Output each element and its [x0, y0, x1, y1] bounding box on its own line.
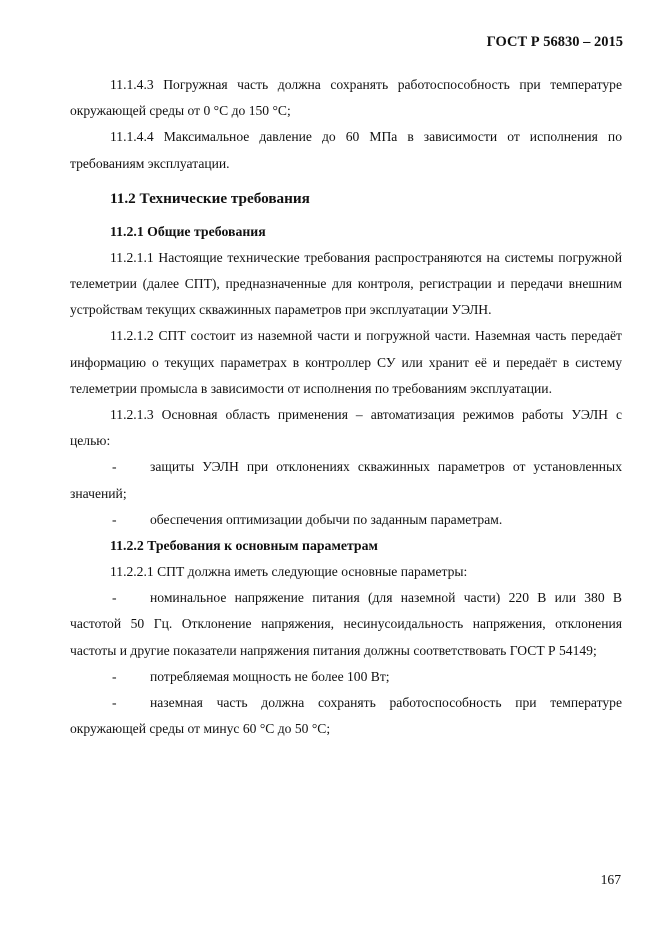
list-item-text: наземная часть должна сохранять работоспособность при температуре окружающей среды от минус 60 °С до 50 °С; — [70, 695, 622, 737]
paragraph-11-1-4-3: 11.1.4.3 Погружная часть должна сохранять работоспособность при температуре окружающей среды от 0 °С до 150 °С; — [70, 77, 622, 119]
list-item — [70, 585, 622, 664]
list-item-text: потребляемая мощность не более 100 Вт; — [150, 668, 390, 684]
paragraph-11-2-1-2: 11.2.1.2 СПТ состоит из наземной части и погружной части. Наземная часть передаёт информацию о текущих параметрах в контроллер СУ или хранит её и передаёт в систему телеметрии промысла в зависимости от исполнения по требованиям эксплуатации. — [70, 328, 622, 396]
section-heading-11-2: 11.2 Технические требования — [110, 189, 310, 207]
list-item-text: номинальное напряжение питания (для наземной части) 220 В или 380 В частотой 50 Гц. Отклонение напряжения, несинусоидальность напряжения, отклонения частоты и другие показатели напряжения питания должны соответствовать ГОСТ Р 54149; — [70, 590, 622, 658]
list-item-text: обеспечения оптимизации добычи по заданным параметрам. — [150, 511, 503, 527]
list-item — [70, 507, 622, 533]
section-heading-11-2-2: 11.2.2 Требования к основным параметрам — [110, 538, 378, 554]
list-item — [70, 690, 622, 742]
paragraph-11-2-1-1: 11.2.1.1 Настоящие технические требования распространяются на системы погружной телеметрии (далее СПТ), предназначенные для контроля, регистрации и передачи внешним устройствам текущих скважинных параметров при эксплуатации УЭЛН. — [70, 249, 622, 318]
list-dash: - — [112, 668, 117, 684]
list-item — [70, 454, 622, 506]
section-heading-11-2-1: 11.2.1 Общие требования — [110, 223, 266, 239]
list-item-text: защиты УЭЛН при отклонениях скважинных параметров от установленных значений; — [70, 459, 622, 501]
list-dash: - — [112, 695, 117, 711]
list-dash: - — [112, 590, 117, 606]
list-dash: - — [112, 459, 117, 475]
page-number: 167 — [600, 872, 621, 887]
paragraph-11-1-4-4: 11.1.4.4 Максимальное давление до 60 МПа в зависимости от исполнения по требованиям эксплуатации. — [70, 129, 622, 171]
page-header: ГОСТ Р 56830 – 2015 — [486, 34, 623, 50]
list-dash: - — [112, 511, 117, 527]
page-content — [70, 72, 622, 742]
paragraph-11-2-2-1: 11.2.2.1 СПТ должна иметь следующие основные параметры: — [110, 564, 468, 580]
list-item — [70, 664, 622, 690]
paragraph-11-2-1-3: 11.2.1.3 Основная область применения – автоматизация режимов работы УЭЛН с целью: — [70, 407, 622, 449]
